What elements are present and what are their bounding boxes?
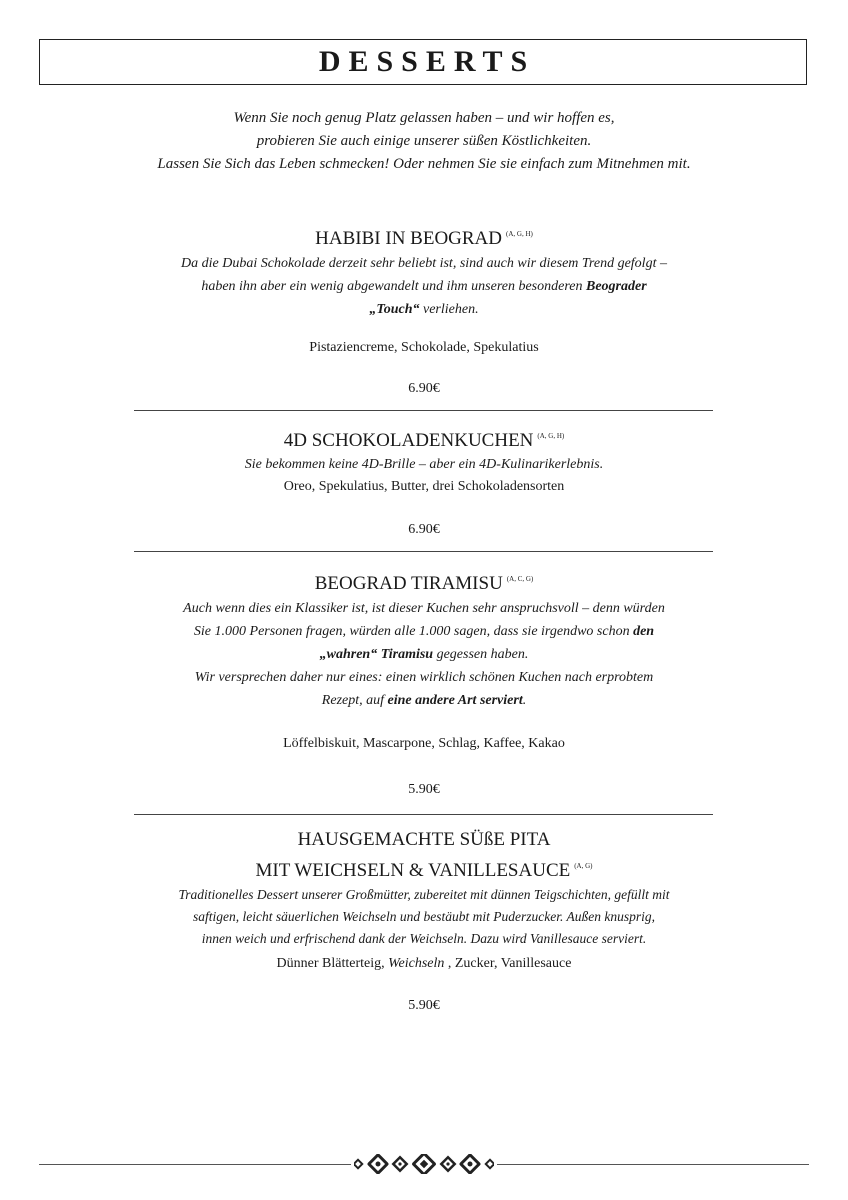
dish-title <box>0 567 848 596</box>
title-box <box>39 39 807 85</box>
desc-emphasis: den <box>633 624 655 639</box>
allergen-codes: (A, G) <box>574 862 593 870</box>
allergen-codes: (A, G, H) <box>506 230 533 238</box>
desc-text: verliehen. <box>419 302 479 317</box>
desc-text: Rezept, auf <box>321 693 388 708</box>
menu-item-tiramisu <box>0 567 848 712</box>
dish-ingredients: Löffelbiskuit, Mascarpone, Schlag, Kaffee, Kakao <box>283 736 565 751</box>
dish-price: 6.90€ <box>408 522 440 537</box>
desc-emphasis: Beograder <box>586 279 647 294</box>
dish-ingredients-block <box>0 340 848 356</box>
footer-line-left <box>39 1164 351 1165</box>
desc-emphasis: „wahren“ Tiramisu <box>319 647 434 662</box>
dish-price: 5.90€ <box>408 998 440 1013</box>
dish-description-line: Traditionelles Dessert unserer Großmütter, zubereitet mit dünnen Teigschichten, gefüllt mit <box>178 887 670 902</box>
dish-name: HAUSGEMACHTE SÜßE PITA <box>297 829 551 850</box>
ingredient-text: , Zucker, Vanillesauce <box>444 956 572 971</box>
dish-description-line <box>0 643 848 666</box>
ornament-icon <box>354 1154 494 1174</box>
dish-ingredients: Pistaziencreme, Schokolade, Spekulatius <box>309 340 539 355</box>
dish-title <box>0 827 848 884</box>
dish-price-block <box>0 381 848 397</box>
page-title: DESSERTS <box>318 45 536 78</box>
dish-price-block <box>0 522 848 538</box>
desc-text: gegessen haben. <box>433 647 529 662</box>
menu-item-habibi <box>0 222 848 321</box>
dish-ingredients-block <box>0 956 848 972</box>
menu-item-pita <box>0 827 848 950</box>
section-divider <box>134 551 713 552</box>
allergen-codes: (A, C, G) <box>506 575 534 583</box>
dish-name: 4D SCHOKOLADENKUCHEN <box>283 430 534 451</box>
desc-emphasis: „Touch“ <box>369 302 420 317</box>
intro-line: Lassen Sie Sich das Leben schmecken! Oder nehmen Sie sie einfach zum Mitnehmen mit. <box>157 156 691 172</box>
dish-description-line: Sie bekommen keine 4D-Brille – aber ein 4D-Kulinarikerlebnis. <box>244 457 604 472</box>
desc-text: haben ihn aber ein wenig abgewandelt und ihm unseren besonderen <box>201 279 586 294</box>
dish-price-block <box>0 782 848 798</box>
dish-name: MIT WEICHSELN & VANILLESAUCE <box>255 860 571 881</box>
dish-description-line <box>0 689 848 712</box>
dish-description-line: Wir versprechen daher nur eines: einen wirklich schönen Kuchen nach erprobtem <box>194 670 654 685</box>
ingredient-text: Dünner Blätterteig, <box>276 956 389 971</box>
intro-text <box>0 107 848 176</box>
dish-description-line <box>0 275 848 298</box>
dish-price: 6.90€ <box>408 381 440 396</box>
desc-text: Sie 1.000 Personen fragen, würden alle 1.000 sagen, dass sie irgendwo schon <box>193 624 634 639</box>
dish-description-line: innen weich und erfrischend dank der Weichseln. Dazu wird Vanillesauce serviert. <box>201 931 647 946</box>
dish-ingredients-block <box>0 479 848 495</box>
dish-ingredients <box>0 956 848 972</box>
section-divider <box>134 814 713 815</box>
footer-line-right <box>497 1164 809 1165</box>
dish-ingredients: Oreo, Spekulatius, Butter, drei Schokoladensorten <box>283 479 565 494</box>
dish-name: HABIBI IN BEOGRAD <box>315 228 502 249</box>
dish-price: 5.90€ <box>408 782 440 797</box>
section-divider <box>134 410 713 411</box>
intro-line: Wenn Sie noch genug Platz gelassen haben – und wir hoffen es, <box>233 110 615 126</box>
desc-emphasis: eine andere Art serviert <box>387 693 523 708</box>
dish-description-line: Auch wenn dies ein Klassiker ist, ist dieser Kuchen sehr anspruchsvoll – denn würden <box>183 601 665 616</box>
dish-description-line: saftigen, leicht säuerlichen Weichseln und bestäubt mit Puderzucker. Außen knusprig, <box>193 909 655 924</box>
desc-text: . <box>522 693 527 708</box>
intro-line: probieren Sie auch einige unserer süßen Köstlichkeiten. <box>256 133 592 149</box>
dish-title <box>0 222 848 251</box>
allergen-codes: (A, G, H) <box>537 432 565 440</box>
dish-title <box>0 424 848 453</box>
dish-description-line: Da die Dubai Schokolade derzeit sehr beliebt ist, sind auch wir diesem Trend gefolgt – <box>181 256 667 271</box>
dish-ingredients-block <box>0 736 848 752</box>
dish-description-line <box>0 298 848 321</box>
ingredient-emphasis: Weichseln <box>388 956 445 971</box>
dish-description-line <box>0 620 848 643</box>
dish-name: BEOGRAD TIRAMISU <box>314 573 503 594</box>
menu-item-schokoladenkuchen <box>0 424 848 476</box>
dish-price-block <box>0 998 848 1014</box>
